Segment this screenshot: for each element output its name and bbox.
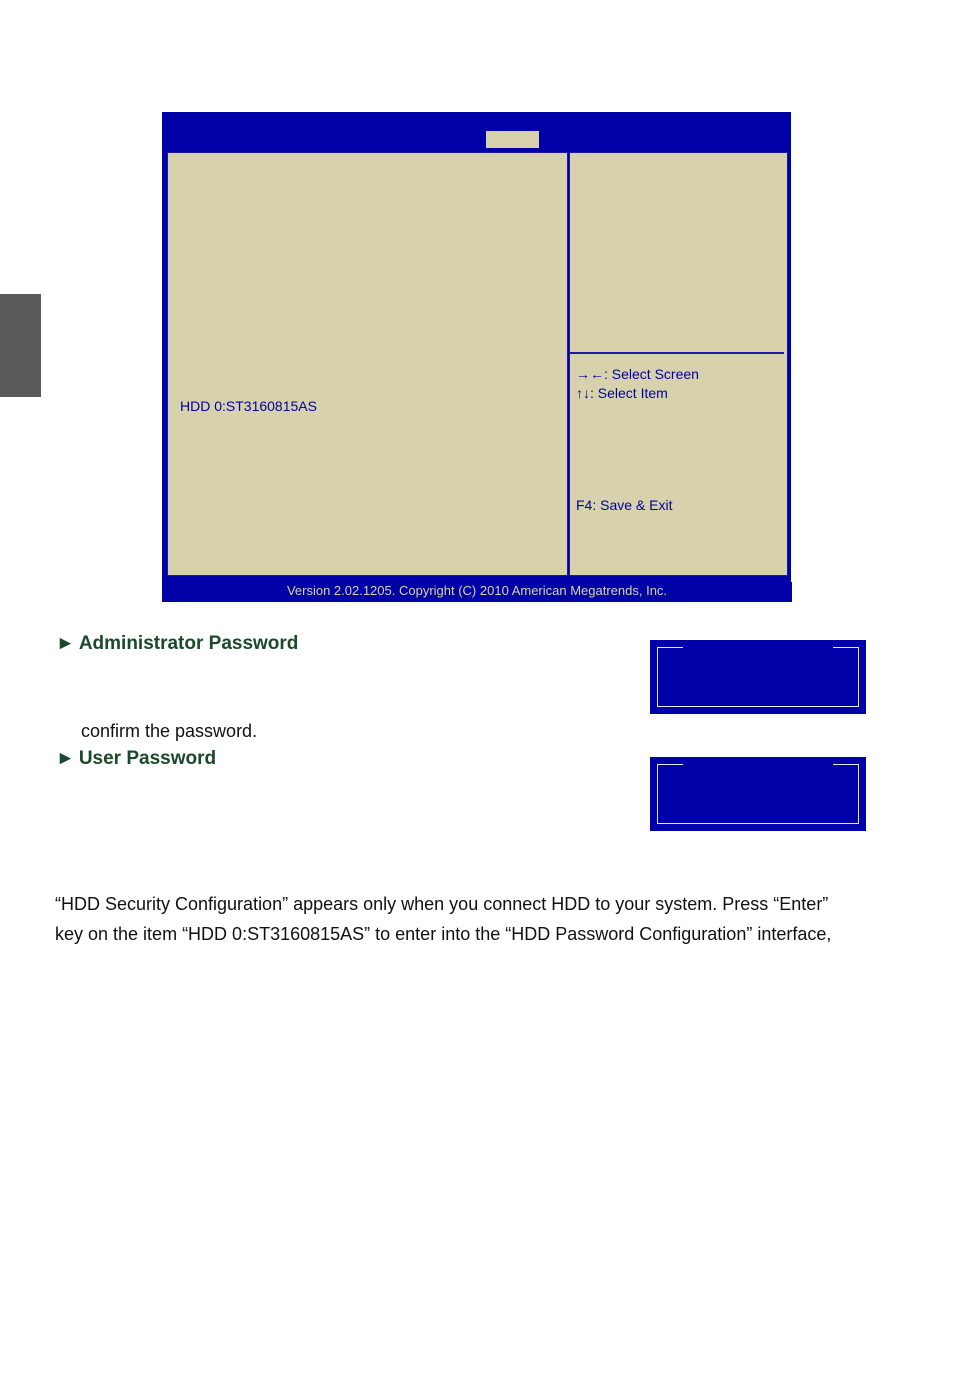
bios-help-panel [569, 152, 788, 576]
bios-screenshot [162, 112, 792, 602]
user-heading-text: User Password [78, 748, 217, 769]
admin-password-heading [56, 633, 298, 655]
help-divider [570, 352, 784, 354]
hdd-item[interactable]: HDD 0:ST3160815AS [180, 398, 317, 414]
chapter-side-tab [0, 294, 41, 397]
user-password-dialog [650, 757, 866, 831]
paragraph-line-2: key on the item “HDD 0:ST3160815AS” to enter into the “HDD Password Configuration” interface, [55, 924, 832, 944]
help-select-item: ↑↓: Select Item [576, 385, 668, 401]
bios-left-panel [167, 152, 568, 576]
user-dialog-frame [657, 764, 859, 824]
bios-footer: Version 2.02.1205. Copyright (C) 2010 American Megatrends, Inc. [162, 582, 792, 602]
admin-heading-text: Administrator Password [78, 633, 299, 654]
bios-header-bar [162, 112, 791, 148]
admin-dialog-frame [657, 647, 859, 707]
bios-body [162, 148, 791, 582]
help-save-exit: F4: Save & Exit [576, 497, 673, 513]
user-password-heading [56, 748, 216, 770]
help-select-screen: →←: Select Screen [576, 366, 699, 382]
admin-password-dialog [650, 640, 866, 714]
bios-active-tab[interactable] [486, 131, 539, 148]
admin-arrow-icon: ► [56, 633, 75, 654]
user-arrow-icon: ► [56, 748, 75, 769]
paragraph-line-1: “HDD Security Configuration” appears only when you connect HDD to your system. Press “Enter” [55, 894, 829, 914]
admin-confirm-text: confirm the password. [81, 721, 258, 741]
